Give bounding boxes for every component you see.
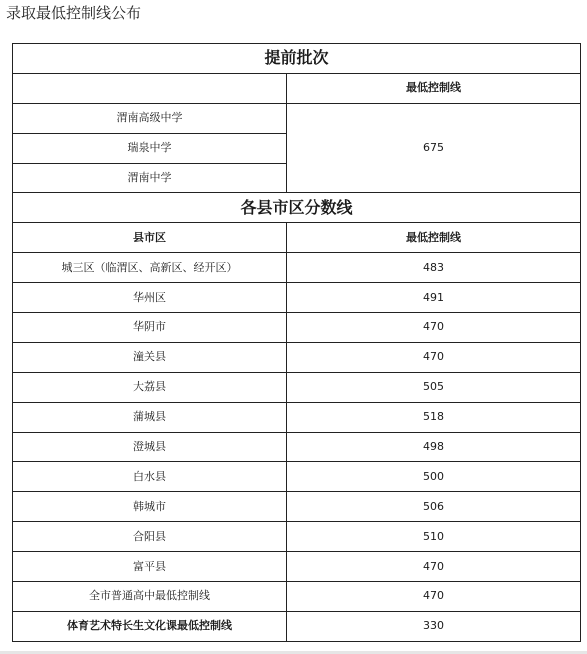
- county-score: 470: [287, 313, 581, 343]
- table-row: [13, 522, 581, 552]
- county-section-title: 各县市区分数线: [13, 193, 581, 223]
- table-row: [13, 462, 581, 492]
- county-name: 大荔县: [13, 372, 287, 402]
- table-row: [13, 611, 581, 641]
- county-name: 城三区（临渭区、高新区、经开区）: [13, 253, 287, 283]
- county-name: 白水县: [13, 462, 287, 492]
- early-batch-title-row: [13, 44, 581, 74]
- table-row: [13, 402, 581, 432]
- school-name: 瑞泉中学: [13, 133, 287, 163]
- county-score: 470: [287, 552, 581, 582]
- county-score: 330: [287, 611, 581, 641]
- table-row: [13, 582, 581, 612]
- county-header-row: [13, 223, 581, 253]
- county-score: 505: [287, 372, 581, 402]
- county-name: 华州区: [13, 283, 287, 313]
- school-name: 渭南高级中学: [13, 103, 287, 133]
- county-score: 483: [287, 253, 581, 283]
- table-row: [13, 313, 581, 343]
- table-row: [13, 372, 581, 402]
- county-name: 合阳县: [13, 522, 287, 552]
- county-name: 澄城县: [13, 432, 287, 462]
- early-batch-school-row: [13, 103, 581, 133]
- county-section-title-row: [13, 193, 581, 223]
- county-score: 506: [287, 492, 581, 522]
- county-score: 518: [287, 402, 581, 432]
- county-name: 韩城市: [13, 492, 287, 522]
- county-name: 蒲城县: [13, 402, 287, 432]
- county-score: 510: [287, 522, 581, 552]
- county-name: 富平县: [13, 552, 287, 582]
- county-score: 470: [287, 582, 581, 612]
- early-batch-score: 675: [287, 103, 581, 193]
- county-name: 全市普通高中最低控制线: [13, 582, 287, 612]
- early-batch-title: 提前批次: [13, 44, 581, 74]
- county-score: 491: [287, 283, 581, 313]
- table-row: [13, 432, 581, 462]
- county-score: 500: [287, 462, 581, 492]
- county-name: 体育艺术特长生文化课最低控制线: [13, 611, 287, 641]
- early-batch-header-row: [13, 73, 581, 103]
- table-row: [13, 283, 581, 313]
- page-heading: 录取最低控制线公布: [6, 4, 142, 22]
- county-header-name: 县市区: [13, 223, 287, 253]
- score-table: [12, 43, 581, 642]
- county-score: 498: [287, 432, 581, 462]
- table-row: [13, 253, 581, 283]
- county-header-score: 最低控制线: [287, 223, 581, 253]
- county-score: 470: [287, 342, 581, 372]
- table-row: [13, 342, 581, 372]
- county-name: 华阴市: [13, 313, 287, 343]
- school-name: 渭南中学: [13, 163, 287, 193]
- table-row: [13, 492, 581, 522]
- table-row: [13, 552, 581, 582]
- early-batch-header-score: 最低控制线: [287, 73, 581, 103]
- county-name: 潼关县: [13, 342, 287, 372]
- early-batch-header-left: [13, 73, 287, 103]
